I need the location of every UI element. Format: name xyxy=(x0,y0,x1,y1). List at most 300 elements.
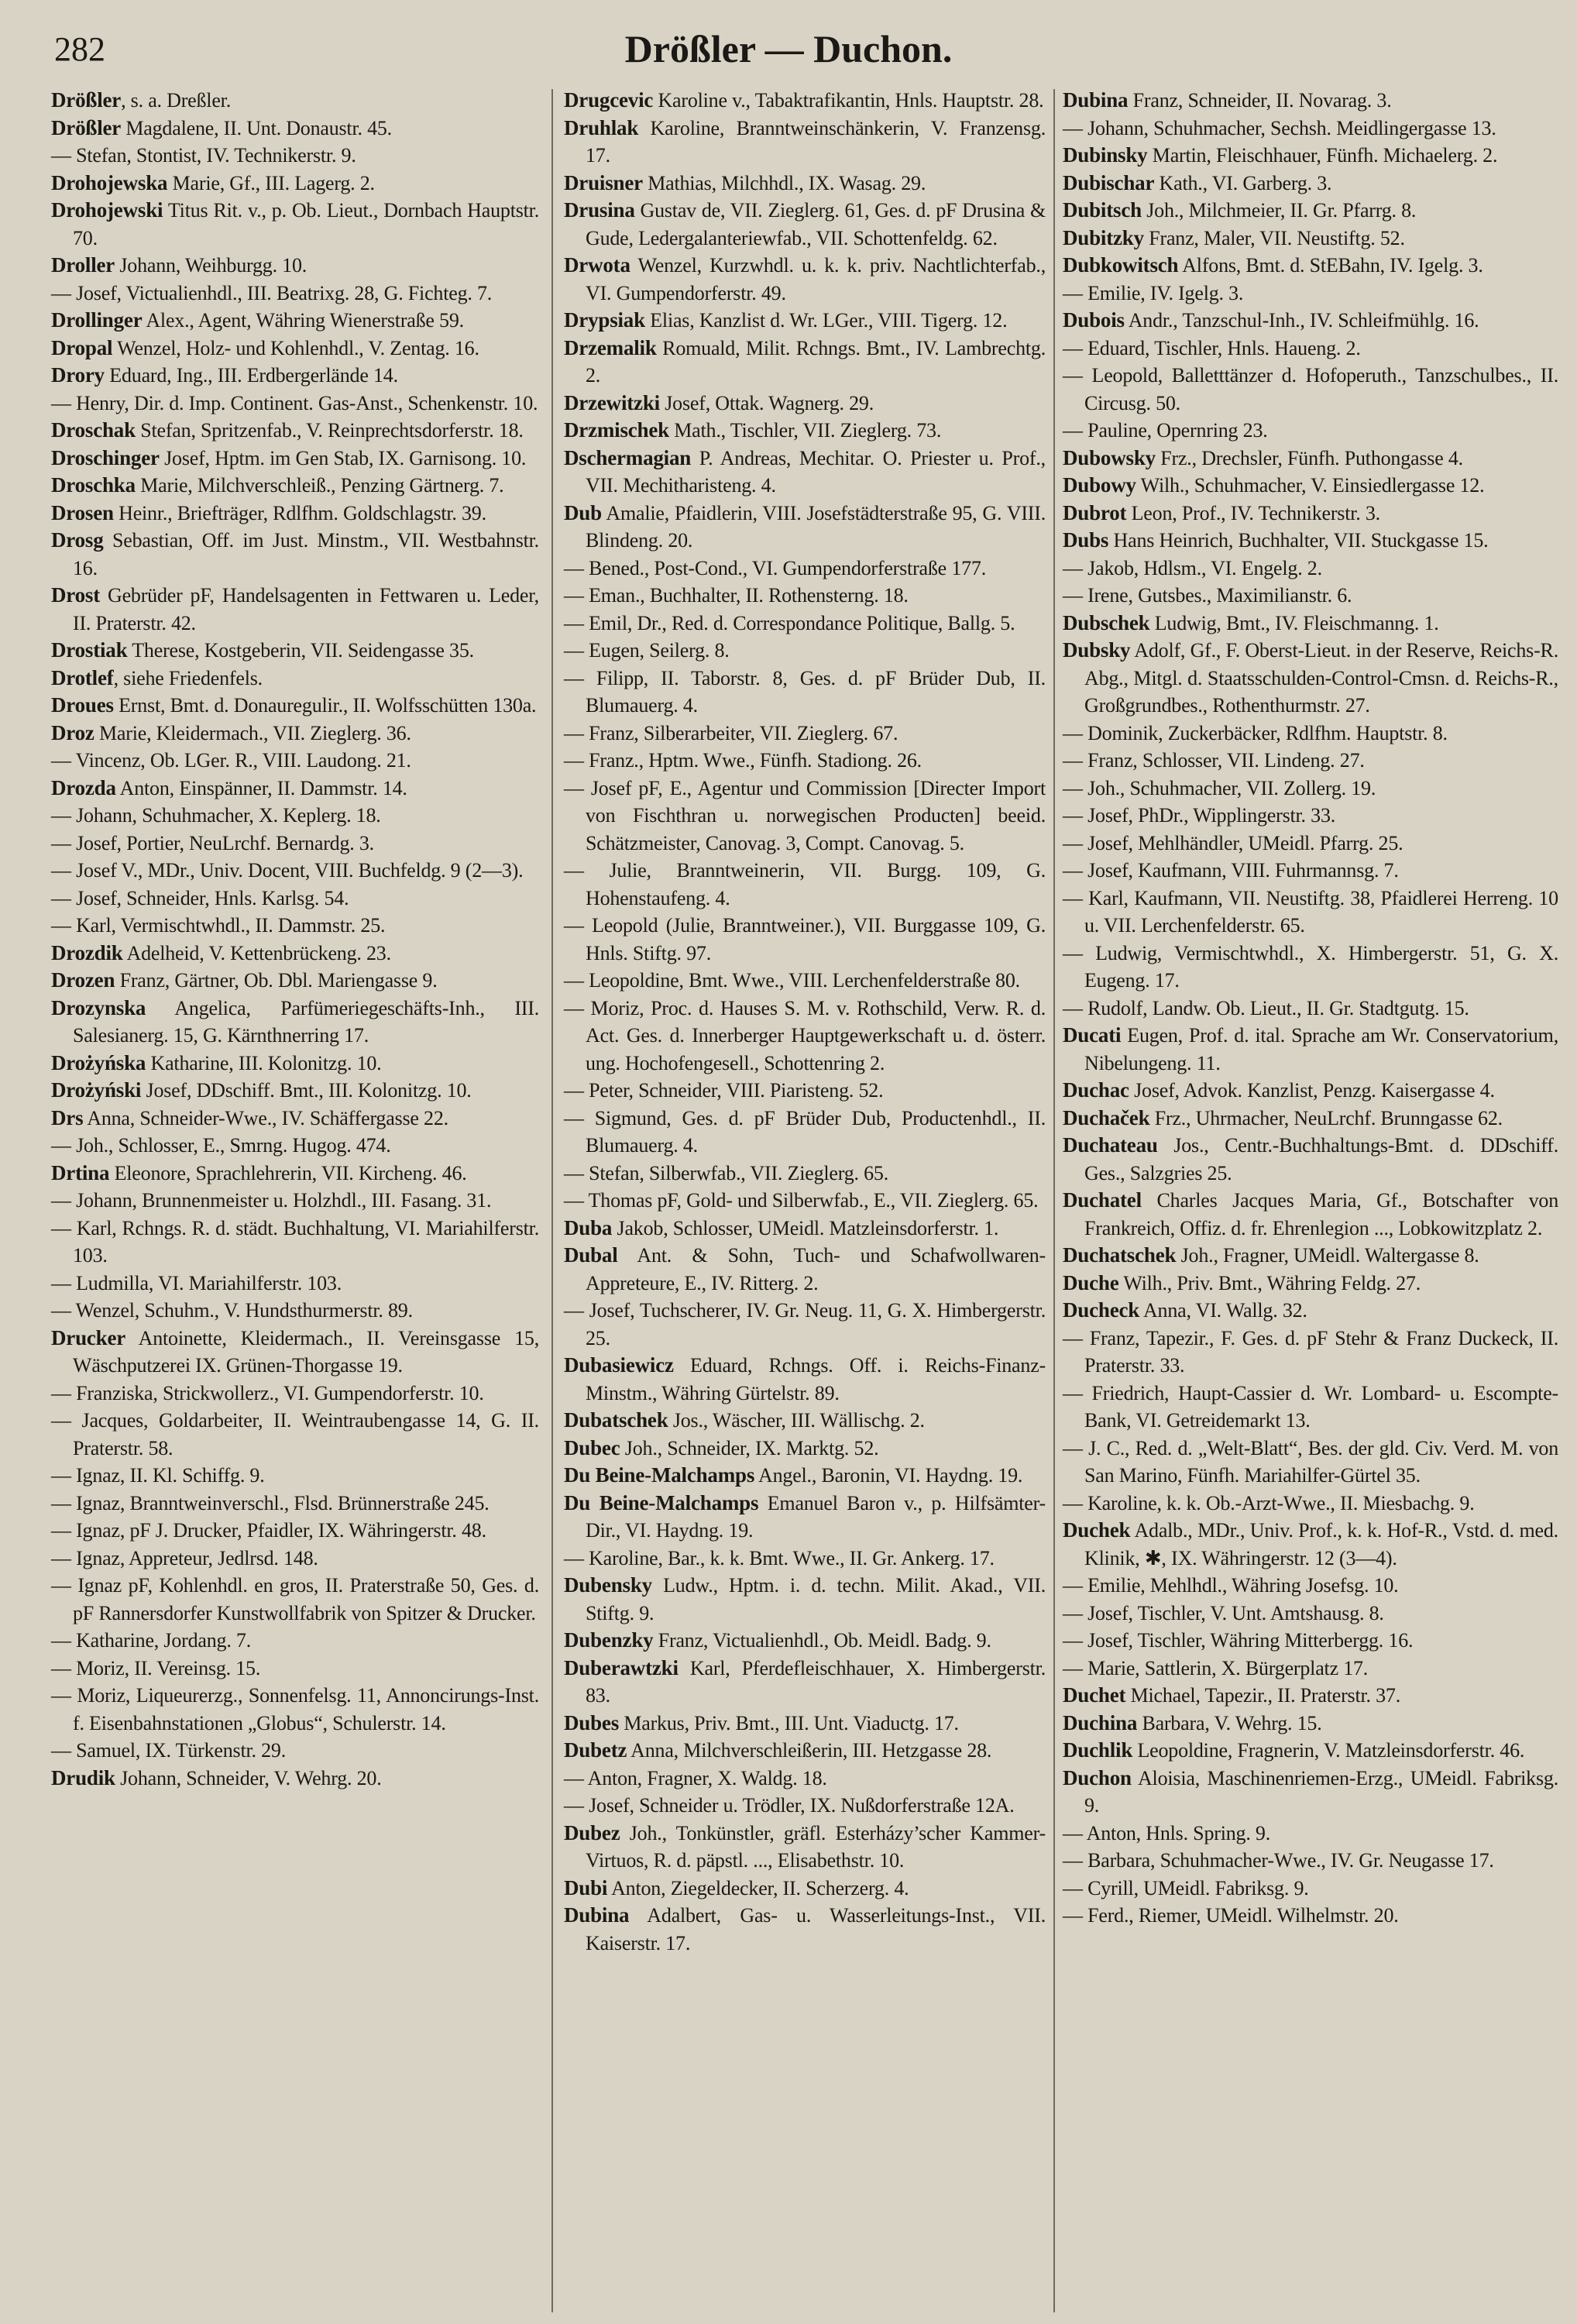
entry-surname: Duchac xyxy=(1063,1078,1129,1102)
entry-surname: Dubenzky xyxy=(564,1628,654,1652)
entry-surname: Du Beine-Malchamps xyxy=(564,1490,759,1514)
directory-entry xyxy=(564,1902,1046,1957)
column-divider xyxy=(551,89,553,2312)
entry-details: — Josef, Mehlhändler, UMeidl. Pfarrg. 25. xyxy=(1063,831,1403,854)
directory-entry xyxy=(1063,1710,1558,1738)
entry-details: Stefan, Spritzenfab., V. Reinprechtsdorferstr. 18. xyxy=(135,419,524,442)
directory-entry xyxy=(51,1765,539,1793)
directory-entry xyxy=(51,445,539,473)
directory-entry xyxy=(1063,802,1558,830)
directory-entry xyxy=(51,390,539,418)
directory-entry xyxy=(51,1325,539,1380)
entry-details: — Ignaz, Appreteur, Jedlrsd. 148. xyxy=(51,1546,318,1569)
entry-details: — Joh., Schlosser, E., Smrng. Hugog. 474. xyxy=(51,1134,391,1157)
entry-details: Romuald, Milit. Rchngs. Bmt., IV. Lambrechtg. 2. xyxy=(586,336,1046,387)
directory-entry xyxy=(1063,1077,1558,1105)
entry-surname: Drwota xyxy=(564,253,630,277)
entry-details: — Rudolf, Landw. Ob. Lieut., II. Gr. Stadtgutg. 15. xyxy=(1063,996,1469,1019)
directory-entry xyxy=(1063,280,1558,308)
entry-surname: Drzewitzki xyxy=(564,390,660,414)
directory-entry xyxy=(564,115,1046,170)
entry-surname: Drs xyxy=(51,1105,84,1129)
entry-surname: Dubina xyxy=(1063,88,1129,112)
directory-column-2 xyxy=(564,87,1046,1957)
entry-surname: Drostiak xyxy=(51,638,128,662)
entry-surname: Dubina xyxy=(564,1903,630,1927)
entry-surname: Drohojewski xyxy=(51,198,163,222)
directory-entry xyxy=(51,1105,539,1133)
entry-surname: Dschermagian xyxy=(564,445,692,469)
entry-surname: Drollinger xyxy=(51,308,143,332)
entry-surname: Dubischar xyxy=(1063,170,1155,194)
entry-details: — Ferd., Riemer, UMeidl. Wilhelmstr. 20. xyxy=(1063,1904,1399,1927)
entry-details: — Eman., Buchhalter, II. Rothensterng. 18. xyxy=(564,584,909,607)
entry-surname: Dubkowitsch xyxy=(1063,253,1179,277)
entry-details: Karoline, Branntweinschänkerin, V. Franzensg. 17. xyxy=(586,116,1046,167)
directory-entry xyxy=(564,1077,1046,1105)
directory-entry xyxy=(564,1545,1046,1573)
entry-surname: Duchina xyxy=(1063,1710,1138,1734)
entry-surname: Dubec xyxy=(564,1435,620,1459)
directory-entry xyxy=(1063,582,1558,610)
entry-details: Franz, Victualienhdl., Ob. Meidl. Badg. 9. xyxy=(653,1629,991,1652)
entry-surname: Duche xyxy=(1063,1270,1119,1294)
directory-column-1 xyxy=(51,87,539,1792)
entry-details: — Josef, Schneider u. Trödler, IX. Nußdorferstraße 12A. xyxy=(564,1794,1015,1817)
entry-details: Ernst, Bmt. d. Donauregulir., II. Wolfsschütten 130a. xyxy=(113,694,537,717)
entry-surname: Drypsiak xyxy=(564,308,645,332)
entry-surname: Drugcevic xyxy=(564,88,654,112)
entry-surname: Droz xyxy=(51,720,94,744)
entry-surname: Dubi xyxy=(564,1875,608,1899)
entry-details: — Emilie, Mehlhdl., Währing Josefsg. 10. xyxy=(1063,1574,1399,1597)
directory-entry xyxy=(51,1462,539,1490)
entry-details: Andr., Tanzschul-Inh., IV. Schleifmühlg. 16. xyxy=(1124,309,1479,332)
directory-entry xyxy=(51,1050,539,1078)
entry-details: — Cyrill, UMeidl. Fabriksg. 9. xyxy=(1063,1876,1309,1899)
directory-entry xyxy=(564,637,1046,665)
directory-entry xyxy=(51,252,539,280)
entry-details: — Bened., Post-Cond., VI. Gumpendorferstraße 177. xyxy=(564,556,987,579)
entry-details: — Josef, PhDr., Wipplingerstr. 33. xyxy=(1063,804,1336,827)
entry-surname: Duchlik xyxy=(1063,1738,1133,1762)
entry-details: — Franz, Tapezir., F. Ges. d. pF Stehr & Franz Duckeck, II. Praterstr. 33. xyxy=(1063,1326,1558,1377)
directory-entry xyxy=(51,940,539,968)
directory-entry xyxy=(1063,472,1558,500)
entry-details: , s. a. Dreßler. xyxy=(121,89,231,112)
entry-details: — Ignaz pF, Kohlenhdl. en gros, II. Praterstraße 50, Ges. d. pF Rannersdorfer Kunstwollfabrik von Spitzer & Drucker. xyxy=(51,1574,539,1624)
directory-entry xyxy=(564,1242,1046,1297)
entry-surname: Drosg xyxy=(51,528,104,552)
directory-entry xyxy=(564,1737,1046,1765)
entry-details: — Josef V., MDr., Univ. Docent, VIII. Buchfeldg. 9 (2—3). xyxy=(51,859,524,882)
entry-details: — Leopold, Balletttänzer d. Hofoperuth., Tanzschulbes., II. Circusg. 50. xyxy=(1063,364,1558,414)
entry-details: Leon, Prof., IV. Technikerstr. 3. xyxy=(1126,501,1380,524)
entry-details: — Wenzel, Schuhm., V. Hundsthurmerstr. 89. xyxy=(51,1299,413,1322)
directory-entry xyxy=(51,1737,539,1765)
directory-entry xyxy=(564,555,1046,583)
directory-entry xyxy=(1063,830,1558,858)
entry-details: — Ignaz, II. Kl. Schiffg. 9. xyxy=(51,1464,265,1487)
directory-entry xyxy=(1063,500,1558,528)
entry-details: Johann, Schneider, V. Wehrg. 20. xyxy=(115,1766,382,1789)
entry-details: Eugen, Prof. d. ital. Sprache am Wr. Conservatorium, Nibelungeng. 11. xyxy=(1084,1024,1558,1074)
entry-details: — Leopoldine, Bmt. Wwe., VIII. Lerchenfelderstraße 80. xyxy=(564,969,1020,992)
entry-details: — Thomas pF, Gold- und Silberwfab., E., VII. Zieglerg. 65. xyxy=(564,1189,1039,1212)
entry-details: Gustav de, VII. Zieglerg. 61, Ges. d. pF Drusina & Gude, Ledergalanteriewfab., VII. Schottenfeldg. 62. xyxy=(586,199,1046,249)
directory-entry xyxy=(51,1490,539,1518)
entry-surname: Dubetz xyxy=(564,1738,627,1762)
entry-surname: Drusina xyxy=(564,198,635,222)
directory-entry xyxy=(1063,1132,1558,1187)
entry-details: — Josef, Tischler, Währing Mitterbergg. 16. xyxy=(1063,1629,1414,1652)
directory-entry xyxy=(51,692,539,720)
entry-surname: Dubal xyxy=(564,1243,618,1267)
directory-entry xyxy=(1063,142,1558,170)
directory-entry xyxy=(1063,637,1558,720)
directory-entry xyxy=(51,1655,539,1683)
entry-details: — Vincenz, Ob. LGer. R., VIII. Laudong. 21. xyxy=(51,749,411,772)
entry-details: Anna, Milchverschleißerin, III. Hetzgasse 28. xyxy=(627,1739,992,1762)
entry-details: Alex., Agent, Währing Wienerstraße 59. xyxy=(142,309,464,332)
entry-details: Mathias, Milchhdl., IX. Wasag. 29. xyxy=(642,171,926,194)
directory-entry xyxy=(51,1572,539,1627)
directory-entry xyxy=(564,500,1046,555)
directory-entry xyxy=(1063,197,1558,225)
entry-surname: Dubs xyxy=(1063,528,1109,552)
entry-details: Jakob, Schlosser, UMeidl. Matzleinsdorferstr. 1. xyxy=(612,1216,999,1239)
directory-entry xyxy=(564,417,1046,445)
entry-surname: Dubatschek xyxy=(564,1408,668,1432)
directory-entry xyxy=(51,1517,539,1545)
entry-details: Hans Heinrich, Buchhalter, VII. Stuckgasse 15. xyxy=(1108,529,1489,552)
entry-details: Anton, Einspänner, II. Dammstr. 14. xyxy=(115,776,407,799)
entry-details: Marie, Milchverschleiß., Penzing Gärtnerg. 7. xyxy=(135,474,504,497)
entry-details: — Josef, Schneider, Hnls. Karlsg. 54. xyxy=(51,886,349,909)
directory-entry xyxy=(1063,1600,1558,1628)
entry-details: — Josef, Kaufmann, VIII. Fuhrmannsg. 7. xyxy=(1063,859,1399,882)
entry-details: , siehe Friedenfels. xyxy=(113,666,263,689)
directory-entry xyxy=(1063,995,1558,1023)
directory-entry xyxy=(1063,1737,1558,1765)
directory-entry xyxy=(1063,1435,1558,1490)
entry-surname: Drößler xyxy=(51,115,122,139)
entry-surname: Ducheck xyxy=(1063,1298,1140,1322)
entry-surname: Dubez xyxy=(564,1820,620,1844)
entry-details: — Stefan, Silberwfab., VII. Zieglerg. 65. xyxy=(564,1161,889,1184)
entry-details: Ludwig, Bmt., IV. Fleischmanng. 1. xyxy=(1149,611,1439,634)
directory-entry xyxy=(564,307,1046,335)
entry-details: — Karoline, Bar., k. k. Bmt. Wwe., II. Gr. Ankerg. 17. xyxy=(564,1546,995,1569)
entry-details: — Eduard, Tischler, Hnls. Haueng. 2. xyxy=(1063,336,1361,359)
entry-details: — Jacques, Goldarbeiter, II. Weintraubengasse 14, G. II. Praterstr. 58. xyxy=(51,1409,539,1459)
entry-surname: Dubasiewicz xyxy=(564,1353,674,1377)
directory-entry xyxy=(51,1270,539,1298)
entry-surname: Droschka xyxy=(51,473,136,497)
directory-entry xyxy=(51,967,539,995)
directory-entry xyxy=(51,1627,539,1655)
directory-entry xyxy=(1063,307,1558,335)
entry-surname: Drozda xyxy=(51,775,116,799)
directory-entry xyxy=(51,1545,539,1573)
entry-surname: Dubensky xyxy=(564,1573,652,1597)
directory-entry xyxy=(564,1352,1046,1407)
entry-details: Anna, Schneider-Wwe., IV. Schäffergasse 22. xyxy=(83,1106,448,1129)
directory-entry xyxy=(51,1187,539,1215)
directory-entry xyxy=(564,912,1046,967)
directory-entry xyxy=(1063,610,1558,638)
entry-details: Wilh., Schuhmacher, V. Einsiedlergasse 12. xyxy=(1136,474,1485,497)
entry-details: Barbara, V. Wehrg. 15. xyxy=(1137,1711,1322,1734)
directory-entry xyxy=(1063,775,1558,803)
entry-details: — Marie, Sattlerin, X. Bürgerplatz 17. xyxy=(1063,1656,1369,1679)
entry-details: Josef, Advok. Kanzlist, Penzg. Kaisergasse 4. xyxy=(1129,1079,1495,1102)
directory-entry xyxy=(51,775,539,803)
directory-entry xyxy=(1063,225,1558,253)
entry-details: Marie, Kleidermach., VII. Zieglerg. 36. xyxy=(94,721,411,744)
entry-details: Franz, Maler, VII. Neustiftg. 52. xyxy=(1143,226,1405,249)
entry-surname: Duberawtzki xyxy=(564,1655,679,1679)
entry-surname: Dubsky xyxy=(1063,638,1131,662)
entry-details: Charles Jacques Maria, Gf., Botschafter von Frankreich, Offiz. d. fr. Ehrenlegion ..., Lobkowitzplatz 2. xyxy=(1084,1189,1558,1239)
entry-surname: Dubschek xyxy=(1063,610,1150,634)
entry-details: Eleonore, Sprachlehrerin, VII. Kircheng. 46. xyxy=(109,1161,467,1184)
directory-entry xyxy=(564,1710,1046,1738)
entry-details: — Karl, Kaufmann, VII. Neustiftg. 38, Pfaidlerei Herreng. 10 u. VII. Lerchenfelderstr. 65. xyxy=(1063,886,1558,937)
entry-details: Elias, Kanzlist d. Wr. LGer., VIII. Tigerg. 12. xyxy=(644,309,1008,332)
directory-entry xyxy=(51,142,539,170)
entry-details: P. Andreas, Mechitar. O. Priester u. Prof., VII. Mechitharisteng. 4. xyxy=(586,446,1046,497)
directory-entry xyxy=(51,830,539,858)
entry-details: Joh., Schneider, IX. Marktg. 52. xyxy=(620,1436,879,1459)
entry-surname: Drohojewska xyxy=(51,170,168,194)
entry-details: Johann, Weihburgg. 10. xyxy=(115,254,307,277)
directory-entry xyxy=(51,472,539,500)
entry-surname: Dubowsky xyxy=(1063,445,1156,469)
entry-details: — Jakob, Hdlsm., VI. Engelg. 2. xyxy=(1063,556,1322,579)
entry-details: — Emil, Dr., Red. d. Correspondance Politique, Ballg. 5. xyxy=(564,611,1015,634)
entry-surname: Druhlak xyxy=(564,115,639,139)
directory-entry xyxy=(51,1132,539,1160)
directory-entry xyxy=(51,417,539,445)
entry-details: Eduard, Ing., III. Erdbergerlände 14. xyxy=(104,364,398,387)
directory-entry xyxy=(1063,252,1558,280)
directory-entry xyxy=(564,445,1046,500)
directory-entry xyxy=(1063,1187,1558,1242)
directory-entry xyxy=(564,582,1046,610)
entry-surname: Dubowy xyxy=(1063,473,1136,497)
directory-entry xyxy=(1063,170,1558,198)
entry-details: — Karoline, k. k. Ob.-Arzt-Wwe., II. Miesbachg. 9. xyxy=(1063,1491,1475,1514)
directory-entry xyxy=(1063,1105,1558,1133)
directory-entry xyxy=(1063,445,1558,473)
entry-details: Adolf, Gf., F. Oberst-Lieut. in der Reserve, Reichs-R. Abg., Mitgl. d. Staatsschulden-Control-Cmsn. d. Reichs-R., Großgrundbes., Rothenthurmstr. 27. xyxy=(1084,639,1558,717)
directory-entry xyxy=(1063,1490,1558,1518)
entry-details: Joh., Milchmeier, II. Gr. Pfarrg. 8. xyxy=(1141,199,1417,222)
directory-entry xyxy=(51,115,539,143)
directory-entry xyxy=(1063,1902,1558,1930)
directory-entry xyxy=(51,1380,539,1408)
entry-details: Aloisia, Maschinenriemen-Erzg., UMeidl. Fabriksg. 9. xyxy=(1084,1766,1558,1817)
entry-surname: Dubois xyxy=(1063,308,1125,332)
entry-details: Frz., Uhrmacher, NeuLrchf. Brunngasse 62. xyxy=(1149,1106,1503,1129)
directory-entry xyxy=(564,775,1046,858)
directory-entry xyxy=(1063,1380,1558,1435)
entry-surname: Drożyński xyxy=(51,1078,142,1102)
directory-entry xyxy=(564,197,1046,252)
entry-surname: Drtina xyxy=(51,1160,110,1184)
entry-details: — Ignaz, pF J. Drucker, Pfaidler, IX. Währingerstr. 48. xyxy=(51,1519,486,1542)
directory-entry xyxy=(564,1572,1046,1627)
entry-surname: Drößler xyxy=(51,88,122,112)
directory-entry xyxy=(564,170,1046,198)
entry-details: Angel., Baronin, VI. Haydng. 19. xyxy=(754,1464,1023,1487)
directory-entry xyxy=(564,1792,1046,1820)
entry-surname: Drozynska xyxy=(51,995,146,1019)
entry-details: — Pauline, Opernring 23. xyxy=(1063,419,1268,442)
entry-details: Katharine, III. Kolonitzg. 10. xyxy=(146,1051,382,1074)
entry-details: — Katharine, Jordang. 7. xyxy=(51,1629,252,1652)
directory-entry xyxy=(564,1875,1046,1903)
entry-details: — Josef pF, E., Agentur und Commission [Directer Import von Fischthran u. norwegischen Producten] beeid. Schätzmeister, Canovag. 3, Compt. Canovag. 5. xyxy=(564,776,1046,854)
entry-details: Anna, VI. Wallg. 32. xyxy=(1139,1299,1307,1322)
directory-entry xyxy=(51,87,539,115)
directory-entry xyxy=(1063,1765,1558,1820)
entry-details: — Julie, Branntweinerin, VII. Burgg. 109, G. Hohenstaufeng. 4. xyxy=(564,859,1046,909)
directory-entry xyxy=(1063,720,1558,748)
entry-surname: Droller xyxy=(51,253,115,277)
directory-entry xyxy=(564,995,1046,1078)
entry-details: Emanuel Baron v., p. Hilfsämter-Dir., VI. Haydng. 19. xyxy=(586,1491,1046,1542)
directory-entry xyxy=(1063,335,1558,363)
entry-details: — Johann, Schuhmacher, Sechsh. Meidlingergasse 13. xyxy=(1063,116,1496,139)
entry-details: — Friedrich, Haupt-Cassier d. Wr. Lombard- u. Escompte-Bank, VI. Getreidemarkt 13. xyxy=(1063,1381,1558,1432)
entry-details: Antoinette, Kleidermach., II. Vereinsgasse 15, Wäschputzerei IX. Grünen-Thorgasse 19. xyxy=(73,1326,539,1377)
entry-details: — Eugen, Seilerg. 8. xyxy=(564,639,730,662)
entry-details: Amalie, Pfaidlerin, VIII. Josefstädterstraße 95, G. VIII. Blindeng. 20. xyxy=(586,501,1046,552)
directory-entry xyxy=(1063,1847,1558,1875)
entry-details: Eduard, Rchngs. Off. i. Reichs-Finanz-Minstm., Währing Gürtelstr. 89. xyxy=(586,1354,1046,1404)
directory-entry xyxy=(1063,1242,1558,1270)
entry-details: — Emilie, IV. Igelg. 3. xyxy=(1063,281,1244,304)
directory-entry xyxy=(1063,1325,1558,1380)
directory-entry xyxy=(564,665,1046,720)
entry-details: Wilh., Priv. Bmt., Währing Feldg. 27. xyxy=(1118,1271,1421,1294)
page-number: 282 xyxy=(54,30,105,68)
directory-entry xyxy=(1063,1682,1558,1710)
directory-entry xyxy=(1063,1820,1558,1848)
directory-entry xyxy=(51,197,539,252)
directory-entry xyxy=(564,967,1046,995)
entry-surname: Droues xyxy=(51,693,114,717)
entry-details: Leopoldine, Fragnerin, V. Matzleinsdorferstr. 46. xyxy=(1132,1739,1525,1762)
entry-details: Josef, Hptm. im Gen Stab, IX. Garnisong. 10. xyxy=(159,446,527,469)
entry-details: — Johann, Brunnenmeister u. Holzhdl., III. Fasang. 31. xyxy=(51,1189,492,1212)
entry-surname: Drzmischek xyxy=(564,418,669,442)
directory-entry xyxy=(51,1215,539,1270)
entry-details: Marie, Gf., III. Lagerg. 2. xyxy=(167,171,375,194)
directory-entry xyxy=(564,1215,1046,1243)
entry-details: — Sigmund, Ges. d. pF Brüder Dub, Productenhdl., II. Blumauerg. 4. xyxy=(564,1106,1046,1157)
entry-surname: Duchatschek xyxy=(1063,1243,1177,1267)
directory-entry xyxy=(51,885,539,913)
directory-entry xyxy=(564,1490,1046,1545)
entry-details: — Barbara, Schuhmacher-Wwe., IV. Gr. Neugasse 17. xyxy=(1063,1849,1494,1872)
directory-entry xyxy=(51,362,539,390)
directory-entry xyxy=(564,1627,1046,1655)
directory-entry xyxy=(1063,885,1558,940)
directory-entry xyxy=(1063,527,1558,555)
entry-details: — Samuel, IX. Türkenstr. 29. xyxy=(51,1739,286,1762)
entry-details: Adelheid, V. Kettenbrückeng. 23. xyxy=(122,941,391,964)
entry-surname: Dubes xyxy=(564,1710,620,1734)
entry-details: Titus Rit. v., p. Ob. Lieut., Dornbach Hauptstr. 70. xyxy=(73,199,539,249)
entry-surname: Drucker xyxy=(51,1325,126,1349)
directory-entry xyxy=(564,1765,1046,1793)
entry-surname: Droschinger xyxy=(51,445,160,469)
entry-surname: Droschak xyxy=(51,418,136,442)
directory-entry xyxy=(1063,857,1558,885)
directory-entry xyxy=(51,1160,539,1188)
directory-entry xyxy=(51,665,539,693)
entry-details: — Johann, Schuhmacher, X. Keplerg. 18. xyxy=(51,804,381,827)
entry-details: — Ignaz, Branntweinverschl., Flsd. Brünnerstraße 245. xyxy=(51,1491,490,1514)
entry-surname: Duchon xyxy=(1063,1765,1132,1789)
directory-entry xyxy=(564,720,1046,748)
entry-details: Josef, Ottak. Wagnerg. 29. xyxy=(659,391,874,414)
directory-entry xyxy=(1063,747,1558,775)
directory-entry xyxy=(51,1077,539,1105)
entry-details: — Franziska, Strickwollerz., VI. Gumpendorferstr. 10. xyxy=(51,1381,484,1404)
entry-details: Angelica, Parfümeriegeschäfts-Inh., III. Salesianerg. 15, G. Kärnthnerring 17. xyxy=(73,996,539,1047)
directory-entry xyxy=(51,995,539,1050)
directory-entry xyxy=(1063,1627,1558,1655)
directory-entry xyxy=(1063,87,1558,115)
directory-entry xyxy=(564,1435,1046,1463)
entry-details: Michael, Tapezir., II. Praterstr. 37. xyxy=(1125,1684,1401,1707)
directory-entry xyxy=(564,747,1046,775)
entry-surname: Dropal xyxy=(51,335,113,359)
entry-details: Math., Tischler, VII. Zieglerg. 73. xyxy=(668,419,942,442)
entry-details: — Josef, Portier, NeuLrchf. Bernardg. 3. xyxy=(51,831,374,854)
entry-surname: Drzemalik xyxy=(564,335,657,359)
entry-details: — Moriz, Liqueurerzg., Sonnenfelsg. 11, Annoncirungs-Inst. f. Eisenbahnstationen „Globus“, Schulerstr. 14. xyxy=(51,1684,539,1734)
entry-surname: Du Beine-Malchamps xyxy=(564,1463,755,1487)
directory-entry xyxy=(564,1105,1046,1160)
entry-details: — Dominik, Zuckerbäcker, Rdlfhm. Hauptstr. 8. xyxy=(1063,721,1448,744)
directory-entry xyxy=(564,390,1046,418)
directory-entry xyxy=(51,280,539,308)
directory-entry xyxy=(1063,115,1558,143)
entry-surname: Dubinsky xyxy=(1063,143,1148,167)
entry-surname: Drudik xyxy=(51,1765,115,1789)
directory-entry xyxy=(564,610,1046,638)
entry-details: — Ludwig, Vermischtwhdl., X. Himbergerstr. 51, G. X. Eugeng. 17. xyxy=(1063,941,1558,992)
entry-details: — Joh., Schuhmacher, VII. Zollerg. 19. xyxy=(1063,776,1376,799)
entry-details: — Josef, Victualienhdl., III. Beatrixg. 28, G. Fichteg. 7. xyxy=(51,281,493,304)
entry-details: Adalb., MDr., Univ. Prof., k. k. Hof-R., Vstd. d. med. Klinik, ✱, IX. Währingerstr. 12 (3—4). xyxy=(1084,1519,1558,1569)
directory-entry xyxy=(51,170,539,198)
directory-entry xyxy=(1063,362,1558,417)
page-title: Drößler — Duchon. xyxy=(624,27,953,70)
directory-entry xyxy=(564,1160,1046,1188)
entry-details: Joh., Tonkünstler, gräfl. Esterházy’scher Kammer-Virtuos, R. d. päpstl. ..., Elisabethstr. 10. xyxy=(586,1821,1046,1872)
entry-details: Magdalene, II. Unt. Donaustr. 45. xyxy=(121,116,392,139)
directory-entry xyxy=(564,335,1046,390)
directory-entry xyxy=(1063,1655,1558,1683)
entry-details: Jos., Centr.-Buchhaltungs-Bmt. d. DDschiff. Ges., Salzgries 25. xyxy=(1084,1134,1558,1184)
entry-surname: Drozdik xyxy=(51,940,123,964)
